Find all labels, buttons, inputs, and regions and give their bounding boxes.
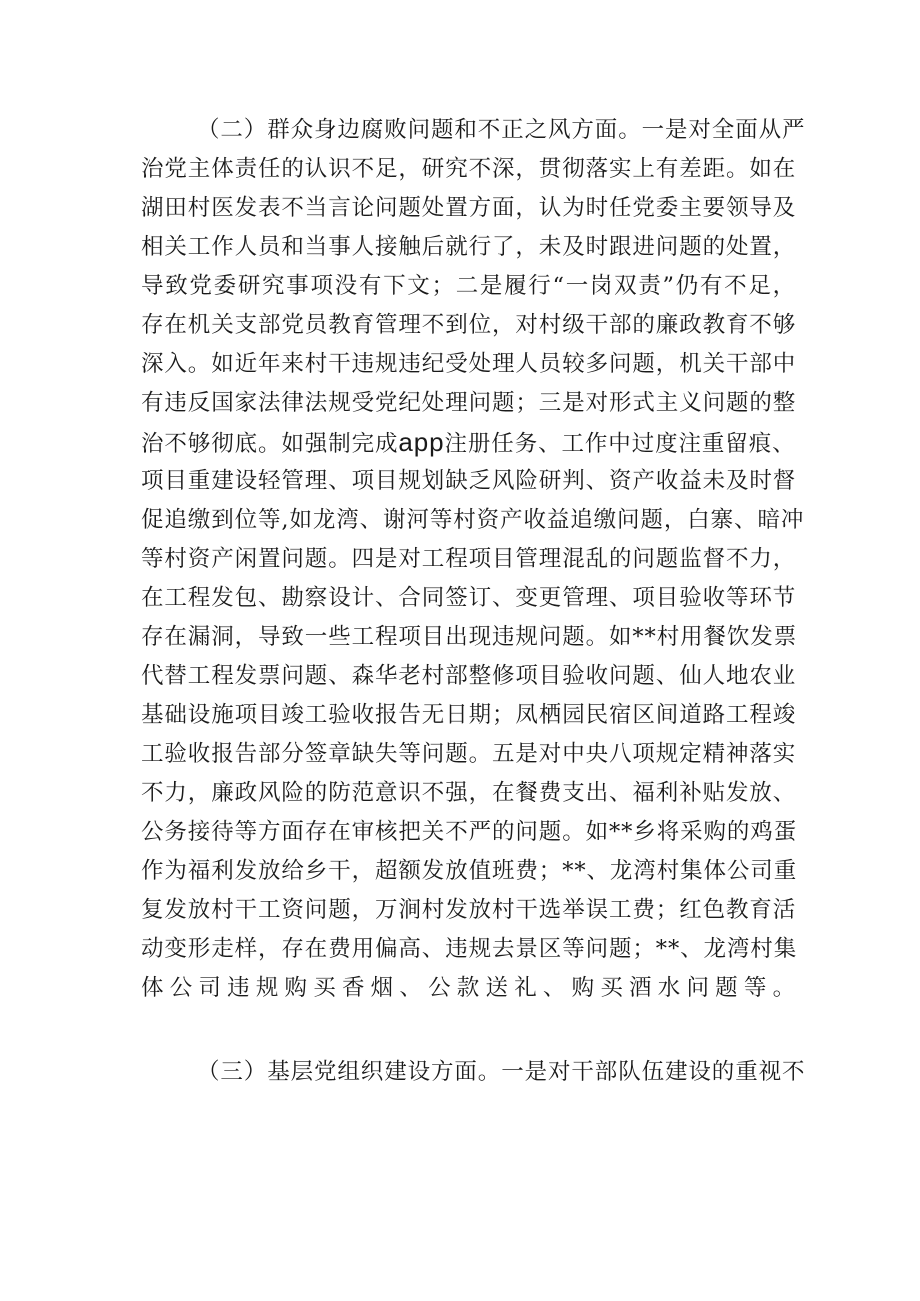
paragraph-2-line-13: 在工程发包、勘察设计、合同签订、变更管理、项目验收等环节: [141, 585, 797, 611]
paragraph-2-line-9-end: 注册任务、工作中过度注重留痕、: [444, 431, 796, 457]
paragraph-2-line-4: 相关工作人员和当事人接触后就行了，未及时跟进问题的处置，: [141, 234, 797, 260]
app-word: app: [398, 427, 445, 457]
paragraph-2-line-24: [141, 1009, 796, 1045]
paragraph-2-line-3: 湖田村医发表不当言论问题处置方面，认为时任党委主要领导及: [141, 195, 797, 221]
paragraph-2-line-7: 深入。如近年来村干违规违纪受处理人员较多问题，机关干部中: [141, 351, 797, 377]
paragraph-2-line-9: [141, 424, 796, 460]
paragraph-2-line-20: 作为福利发放给乡干，超额发放值班费；**、龙湾村集体公司重: [141, 858, 798, 884]
paragraph-2-line-22: 动变形走样，存在费用偏高、违规去景区等问题；**、龙湾村集: [141, 936, 798, 962]
paragraph-2-line-12: 等村资产闲置问题。四是对工程项目管理混乱的问题监督不力，: [141, 546, 797, 572]
paragraph-2-line-6: 存在机关支部党员教育管理不到位，对村级干部的廉政教育不够: [141, 312, 797, 338]
paragraph-2-line-19: 公务接待等方面存在审核把关不严的问题。如**乡将采购的鸡蛋: [141, 819, 798, 845]
paragraph-2-line-2: 治党主体责任的认识不足，研究不深，贯彻落实上有差距。如在: [141, 156, 797, 182]
paragraph-2-line-1: （二）群众身边腐败问题和不正之风方面。一是对全面从严: [197, 117, 806, 143]
paragraph-2-line-5: 导致党委研究事项没有下文；二是履行“一岗双责”仍有不足，: [141, 273, 796, 299]
paragraph-2-line-17: 工验收报告部分签章缺失等问题。五是对中央八项规定精神落实: [141, 741, 797, 767]
paragraph-2-line-21: 复发放村干工资问题，万涧村发放村干选举误工费；红色教育活: [141, 897, 797, 923]
paragraph-2-line-18: 不力，廉政风险的防范意识不强，在餐费支出、福利补贴发放、: [141, 780, 797, 806]
paragraph-3-line-1: （三）基层党组织建设方面。一是对干部队伍建设的重视不: [197, 1059, 806, 1085]
paragraph-2-line-14: 存在漏洞，导致一些工程项目出现违规问题。如**村用餐饮发票: [141, 624, 798, 650]
paragraph-2-line-11: 促追缴到位等,如龙湾、谢河等村资产收益追缴问题，白寨、暗冲: [141, 507, 805, 533]
paragraph-2-line-8: 有违反国家法律法规受党纪处理问题；三是对形式主义问题的整: [141, 390, 797, 416]
paragraph-2-line-10: 项目重建设轻管理、项目规划缺乏风险研判、资产收益未及时督: [141, 468, 797, 494]
paragraph-2-line-9-start: 治不够彻底。如强制完成: [141, 431, 399, 457]
paragraph-2-line-15: 代替工程发票问题、森华老村部整修项目验收问题、仙人地农业: [141, 663, 797, 689]
paragraph-2-line-23: 体公司违规购买香烟、公款送礼、购买酒水问题等。: [141, 975, 796, 1001]
paragraph-2-line-16: 基础设施项目竣工验收报告无日期；凤栖园民宿区间道路工程竣: [141, 702, 797, 728]
